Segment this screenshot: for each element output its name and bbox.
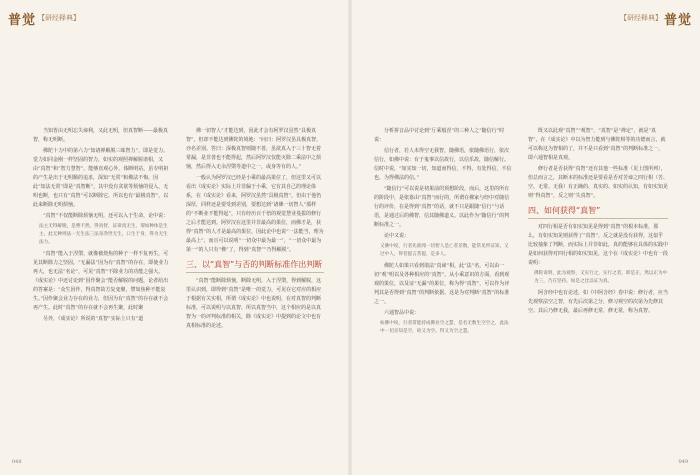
quote-block (33, 223, 170, 247)
right-col-1 (374, 127, 512, 339)
paragraph: 信行者，若人未得空无我智，随佛语，依随佛语行，依次信行，如佛中说：有于鬼事以信故行，以信乐故，随信解行。信时中说，“如实知一切，知道而得信，不得，有处得信，不信也，为得佛法的信。” (374, 148, 512, 181)
right-col-2 (528, 127, 668, 318)
section-tag: 【研经释典】 (38, 14, 81, 22)
section-heading-3 (186, 259, 324, 273)
section-heading-4 (528, 205, 668, 219)
quote-text: 法主无得解脱，是曹不然，得真智，证谛真无生，谓如种体是生主，此无种则法一无生法三法身净世无生，口生于身，得为无生法力。 (39, 224, 168, 245)
paragraph: 六通智品中说： (384, 310, 420, 316)
quote-text: 又佛中说，行者先欲闻一切智人是亡者差数，能常见所证知，又过中人，得菩提言菩提，是多人。 (380, 244, 509, 257)
heading-rule (528, 218, 668, 219)
page-number-left: 048 (12, 459, 22, 465)
quote-block (528, 270, 668, 286)
paragraph: “真智”不仅能断除烦恼无明，还可以入于生命，论中说： (43, 213, 169, 219)
paragraph: 当知皆由无明忘失谛利，又此无明，但真智断——最极真智，称无明断。 (33, 128, 169, 143)
heading-rule (186, 272, 324, 273)
paragraph: 另外，《成实论》所说的“真智”实际上只有“道 (43, 316, 144, 322)
paragraph: 佛一切智人”才能达到，因此才会有阿罗汉虽然“具极真智”，但却不能达到佛陀的境地：“问曰：阿罗汉虽具极真智，亦名差别。答曰：深极真智则随不善，虽欲真入于三十智无着常漏，是非善也不能得起，然后阿罗汉仅能灭除二乘法中之烦恼，然后得入无余涅槃等道中之一，或身等有的人。” (186, 128, 322, 170)
left-header (8, 10, 80, 26)
paragraph: “随信行”可以说是初果前的预想阶段，而后，这里的所有的阶段中，是依靠由“真智”而行的，所谓在佛家与经中对随信行的评价，在是得到“真智”的话，就不只是跟随“信行”与话语，是通过后的佛智，信其随佛道义。以此作为“随信行”的判断标准之一。 (374, 186, 510, 228)
paragraph: 论中又说： (384, 233, 410, 239)
paragraph: 阿含经中也有论述，如《中阿含经》卷中说：修行者，应当先观察法空之智，有先后次第之分，修习观空的次第为先修其空。其后乃修无我，最后再修无常，修无常，称为真智。 (528, 290, 669, 314)
section-heading-text: 四、如何获得“真智” (528, 206, 601, 215)
quote-text: 如佛中说，行者常能持成佛业空之慧，是名无数生空空之，此法中一切圣知是空，故又为空。得又为空之慧。 (380, 321, 509, 334)
quote-block (374, 320, 512, 336)
right-header (620, 10, 692, 26)
quote-text: 佛陀说明，此为观察，又实行之，实行之者，即是正，然以正为中为三，乃在坚持。如是之比以证为真。 (534, 271, 668, 284)
paragraph: 佛陀人如果只看到诸法“真谛”相，此“法”名，可以由一切“观”明以及各种相应的“真智”，从小乘意识的方面，看到观观的果位，以及证“无漏”的果位，称为得“真智”，可以作为评判其是否得到“真智”的判断依据。这是为对判断“真智”的标准之一。 (374, 263, 510, 305)
brand-logo: 普觉 (8, 12, 37, 28)
paragraph: 一般认为阿罗汉已经是小乘的最高果位了，但这里又可以看出《成实论》实际上并非偏于小乘，它有其自己的理论体系，在《成实论》看来，阿罗汉虽然“具极真智”，但由于他仍深厚，同样还是要受到差别，要想达到“诸佛一切智人”那样的“不断业不能得起”，只有经历百千倍的观觉慧业曼拔的修行之后才能达到。阿罗汉在这里并非最高的果位，而佛才是，获得“真智”的人才是最高的果位，因此论中也说“一法能当，理为最高上”，而且可以说明“一切众中最为最一”，“一切众中最为第一”的人只有“佛”了，得到“真智”“乃得解脱”。 (186, 175, 324, 253)
paragraph: 修行者是否获得“真智”还有其他一些标准（见上图所列），但总而言之，其断本的标准还是要看是否对苦谛之四行相（苦、空、无常、无我）有正确的、真实的、如实的认知，有如实知见则“得真智”，反之则“失真智”。 (528, 166, 669, 199)
page-number-right: 049 (678, 459, 688, 465)
section-tag: 【研经释典】 (619, 14, 662, 22)
paragraph: “真智”能断除烦恼，断除无明，入于涅槃，得到解脱，这里认识到，即得到“真智”是唯一的觉力，可见在它对应的相应于根据有关实相，所谓《成实论》中也说明，在对真智的判断标准，可以说明与以真智、所以真智当中，这个相应的是以真智为一的评判标准的相关，除《成实论》中提到的论文中也有真相标准的论述。 (186, 278, 322, 329)
quote-block (374, 243, 512, 259)
paragraph: 分析拼音品中讨论到“厅乘般涅”的三种人之“随信行”时说： (374, 128, 505, 143)
section-heading-text: 三、以“真智”与否的判断标准作出判断 (186, 260, 323, 269)
left-col-2 (186, 127, 324, 333)
paragraph: 佛陀十力中的第六力“知诸禅解脱三昧智力”，即是觉力。觉力如同金刚一样坚固的智力，如实的观照禅解脱诸相，又由“真智”和“智力慧智”，能够直观心外，体断明站，虽专明祖的产生是出于无明顺的追求，深知“无常”和佛法不悔，因此“知法无常”即是“真智断”，其中没有贪欲等烦恼的侵入，无明也断，也只有“真智”可以断除它，所以也有“最极真智”，以此来断除无明烦恼。 (33, 148, 169, 208)
paragraph: 既又以此观“真智”“观智”，“真智”是“禅定”，就是“真智”，在《成实论》中以为智力能到与佛陀相等的功德而言，就可以称这为智相的了，并不是只看到“真智”的判断标准之一，即六通智相是真观。 (528, 128, 666, 161)
right-page (350, 0, 700, 475)
paragraph: “真智”能入于涅槃，就像被烧焦的种子一样不复再生，可见其断除力之坚固。“无漏法”因为有“真智”的存在，即使业力再大，也无法“名论”，可见“真智”不除业力的功能之强大。《成实论》中还讨论到“因作聚会”能否解脱的问题，论者给出的答案是：“众生因作，得真智故方复变聚，譬如焦种不能复生。”因作聚会业力存在的业力，但因为有“真智”的存在就不会再产生。此时“真智”的存在就不会再生聚，此时聚 (33, 251, 169, 311)
paragraph: 对四行相是否有如实知见是得到“真智”的根本标准，那么，有如实知见则获得了“真智”，反之就是没有获得，这似乎比较抽象了判断，而实际上并非如此，真的能够在具体的实践中是如何获得对四行相的如实知见，这个在《成实论》中也有一段说明： (528, 224, 669, 266)
brand-logo: 普觉 (663, 12, 692, 28)
left-col-1 (33, 127, 170, 326)
